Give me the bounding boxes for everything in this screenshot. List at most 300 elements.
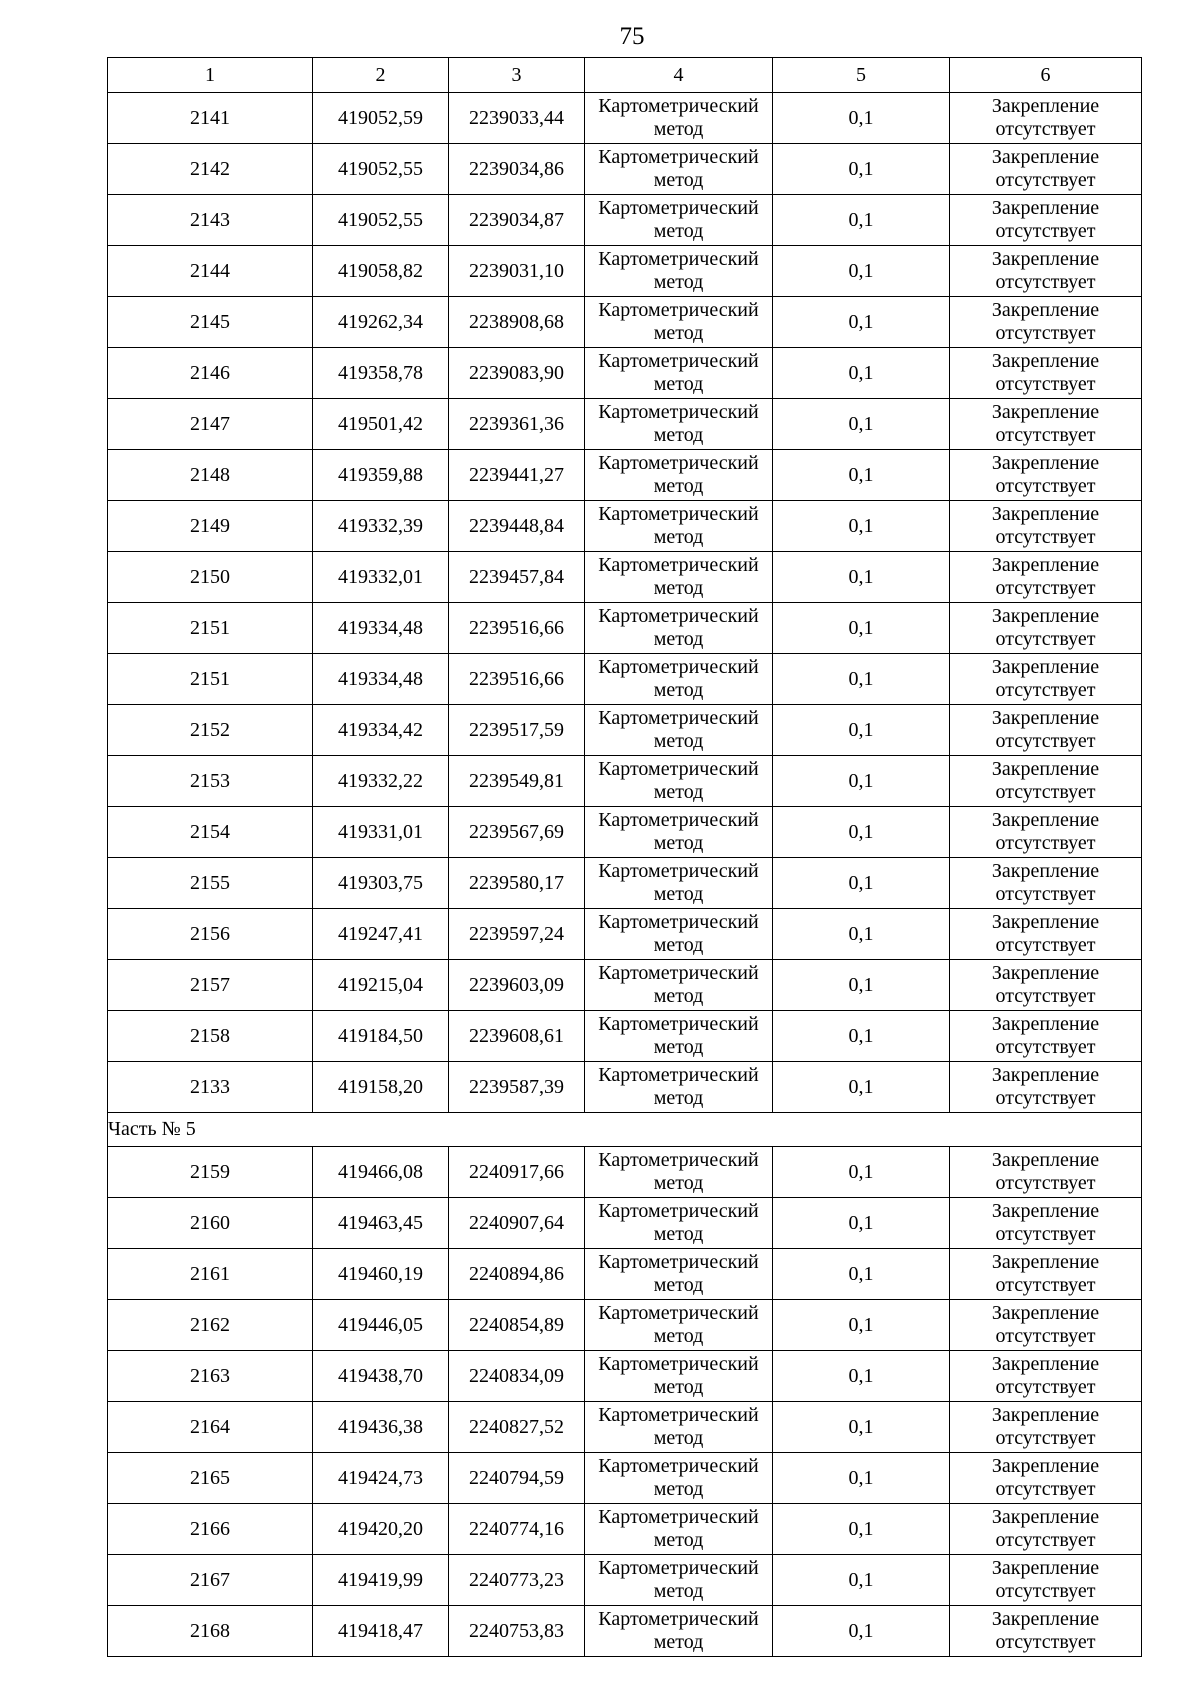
table-row <box>108 960 1142 1011</box>
method-cell-line: метод <box>653 1478 704 1500</box>
x-coordinate-cell: 419460,19 <box>313 1249 449 1300</box>
method-cell-line: Картометрический <box>598 860 759 882</box>
fixing-cell-line: Закрепление <box>991 1404 1100 1426</box>
y-coordinate-cell: 2240753,83 <box>449 1606 585 1657</box>
method-cell-line: Картометрический <box>598 758 759 780</box>
x-coordinate-cell: 419332,22 <box>313 756 449 807</box>
fixing-cell <box>950 654 1142 705</box>
fixing-cell <box>950 1504 1142 1555</box>
fixing-cell-line: Закрепление <box>991 503 1100 525</box>
fixing-cell-line: Закрепление <box>991 401 1100 423</box>
method-cell <box>585 1351 773 1402</box>
fixing-cell <box>950 807 1142 858</box>
accuracy-cell: 0,1 <box>773 1147 950 1198</box>
accuracy-cell: 0,1 <box>773 1198 950 1249</box>
table-body <box>108 58 1142 1657</box>
fixing-cell <box>950 93 1142 144</box>
accuracy-cell: 0,1 <box>773 399 950 450</box>
accuracy-cell: 0,1 <box>773 1011 950 1062</box>
y-coordinate-cell: 2239083,90 <box>449 348 585 399</box>
coordinates-table <box>107 57 1142 1657</box>
column-header: 5 <box>773 58 950 93</box>
accuracy-cell: 0,1 <box>773 1555 950 1606</box>
table-row <box>108 1147 1142 1198</box>
table-row <box>108 1555 1142 1606</box>
x-coordinate-cell: 419262,34 <box>313 297 449 348</box>
table-row <box>108 756 1142 807</box>
y-coordinate-cell: 2239516,66 <box>449 603 585 654</box>
fixing-cell-line: Закрепление <box>991 1506 1100 1528</box>
method-cell <box>585 93 773 144</box>
x-coordinate-cell: 419501,42 <box>313 399 449 450</box>
fixing-cell <box>950 195 1142 246</box>
accuracy-cell: 0,1 <box>773 1300 950 1351</box>
y-coordinate-cell: 2240774,16 <box>449 1504 585 1555</box>
method-cell-line: Картометрический <box>598 554 759 576</box>
fixing-cell <box>950 450 1142 501</box>
table-row <box>108 348 1142 399</box>
point-number-cell: 2160 <box>108 1198 313 1249</box>
x-coordinate-cell: 419334,42 <box>313 705 449 756</box>
method-cell-line: Картометрический <box>598 1557 759 1579</box>
method-cell-line: метод <box>653 1529 704 1551</box>
y-coordinate-cell: 2239587,39 <box>449 1062 585 1113</box>
fixing-cell-line: отсутствует <box>995 424 1096 446</box>
y-coordinate-cell: 2239457,84 <box>449 552 585 603</box>
method-cell <box>585 1249 773 1300</box>
method-cell <box>585 756 773 807</box>
section-row <box>108 1113 1142 1147</box>
accuracy-cell: 0,1 <box>773 1249 950 1300</box>
method-cell-line: Картометрический <box>598 248 759 270</box>
x-coordinate-cell: 419334,48 <box>313 654 449 705</box>
accuracy-cell: 0,1 <box>773 144 950 195</box>
y-coordinate-cell: 2239448,84 <box>449 501 585 552</box>
point-number-cell: 2158 <box>108 1011 313 1062</box>
accuracy-cell: 0,1 <box>773 195 950 246</box>
point-number-cell: 2148 <box>108 450 313 501</box>
fixing-cell <box>950 501 1142 552</box>
point-number-cell: 2161 <box>108 1249 313 1300</box>
fixing-cell-line: отсутствует <box>995 1580 1096 1602</box>
fixing-cell-line: отсутствует <box>995 985 1096 1007</box>
accuracy-cell: 0,1 <box>773 246 950 297</box>
fixing-cell-line: отсутствует <box>995 883 1096 905</box>
accuracy-cell: 0,1 <box>773 960 950 1011</box>
x-coordinate-cell: 419332,39 <box>313 501 449 552</box>
fixing-cell-line: отсутствует <box>995 322 1096 344</box>
table-row <box>108 450 1142 501</box>
method-cell <box>585 960 773 1011</box>
point-number-cell: 2147 <box>108 399 313 450</box>
method-cell-line: Картометрический <box>598 197 759 219</box>
fixing-cell-line: отсутствует <box>995 1631 1096 1653</box>
fixing-cell <box>950 705 1142 756</box>
table-row <box>108 603 1142 654</box>
y-coordinate-cell: 2240907,64 <box>449 1198 585 1249</box>
table-row <box>108 501 1142 552</box>
method-cell-line: метод <box>653 118 704 140</box>
method-cell-line: метод <box>653 628 704 650</box>
fixing-cell <box>950 1249 1142 1300</box>
method-cell-line: Картометрический <box>598 146 759 168</box>
fixing-cell-line: Закрепление <box>991 656 1100 678</box>
method-cell-line: метод <box>653 1631 704 1653</box>
method-cell-line: Картометрический <box>598 1608 759 1630</box>
y-coordinate-cell: 2239034,86 <box>449 144 585 195</box>
point-number-cell: 2165 <box>108 1453 313 1504</box>
x-coordinate-cell: 419052,55 <box>313 144 449 195</box>
method-cell <box>585 501 773 552</box>
fixing-cell-line: Закрепление <box>991 350 1100 372</box>
accuracy-cell: 0,1 <box>773 1062 950 1113</box>
fixing-cell-line: Закрепление <box>991 707 1100 729</box>
method-cell-line: Картометрический <box>598 1404 759 1426</box>
fixing-cell-line: Закрепление <box>991 95 1100 117</box>
y-coordinate-cell: 2239597,24 <box>449 909 585 960</box>
fixing-cell-line: Закрепление <box>991 1455 1100 1477</box>
method-cell-line: Картометрический <box>598 656 759 678</box>
fixing-cell-line: отсутствует <box>995 271 1096 293</box>
fixing-cell <box>950 552 1142 603</box>
table-row <box>108 297 1142 348</box>
point-number-cell: 2166 <box>108 1504 313 1555</box>
accuracy-cell: 0,1 <box>773 1453 950 1504</box>
fixing-cell-line: отсутствует <box>995 475 1096 497</box>
point-number-cell: 2153 <box>108 756 313 807</box>
method-cell-line: метод <box>653 934 704 956</box>
fixing-cell <box>950 348 1142 399</box>
column-header: 1 <box>108 58 313 93</box>
method-cell <box>585 1011 773 1062</box>
method-cell <box>585 450 773 501</box>
y-coordinate-cell: 2239580,17 <box>449 858 585 909</box>
method-cell-line: Картометрический <box>598 1200 759 1222</box>
x-coordinate-cell: 419215,04 <box>313 960 449 1011</box>
x-coordinate-cell: 419052,59 <box>313 93 449 144</box>
method-cell-line: метод <box>653 322 704 344</box>
method-cell-line: метод <box>653 424 704 446</box>
method-cell <box>585 552 773 603</box>
table-row <box>108 195 1142 246</box>
fixing-cell <box>950 909 1142 960</box>
point-number-cell: 2162 <box>108 1300 313 1351</box>
point-number-cell: 2144 <box>108 246 313 297</box>
method-cell-line: метод <box>653 220 704 242</box>
method-cell <box>585 144 773 195</box>
method-cell <box>585 1453 773 1504</box>
method-cell <box>585 1300 773 1351</box>
y-coordinate-cell: 2238908,68 <box>449 297 585 348</box>
fixing-cell-line: Закрепление <box>991 1353 1100 1375</box>
x-coordinate-cell: 419303,75 <box>313 858 449 909</box>
accuracy-cell: 0,1 <box>773 348 950 399</box>
accuracy-cell: 0,1 <box>773 297 950 348</box>
fixing-cell-line: отсутствует <box>995 1529 1096 1551</box>
x-coordinate-cell: 419438,70 <box>313 1351 449 1402</box>
fixing-cell-line: отсутствует <box>995 1274 1096 1296</box>
fixing-cell-line: Закрепление <box>991 1251 1100 1273</box>
fixing-cell-line: отсутствует <box>995 1223 1096 1245</box>
fixing-cell-line: Закрепление <box>991 758 1100 780</box>
method-cell-line: Картометрический <box>598 707 759 729</box>
table-row <box>108 909 1142 960</box>
x-coordinate-cell: 419332,01 <box>313 552 449 603</box>
point-number-cell: 2155 <box>108 858 313 909</box>
method-cell-line: метод <box>653 730 704 752</box>
point-number-cell: 2154 <box>108 807 313 858</box>
method-cell-line: Картометрический <box>598 1013 759 1035</box>
fixing-cell-line: Закрепление <box>991 1149 1100 1171</box>
accuracy-cell: 0,1 <box>773 1504 950 1555</box>
y-coordinate-cell: 2239034,87 <box>449 195 585 246</box>
method-cell <box>585 1402 773 1453</box>
accuracy-cell: 0,1 <box>773 552 950 603</box>
method-cell-line: Картометрический <box>598 1302 759 1324</box>
method-cell-line: метод <box>653 1427 704 1449</box>
x-coordinate-cell: 419424,73 <box>313 1453 449 1504</box>
accuracy-cell: 0,1 <box>773 501 950 552</box>
fixing-cell <box>950 399 1142 450</box>
method-cell <box>585 246 773 297</box>
fixing-cell <box>950 1351 1142 1402</box>
method-cell-line: метод <box>653 883 704 905</box>
method-cell-line: метод <box>653 373 704 395</box>
fixing-cell-line: отсутствует <box>995 526 1096 548</box>
method-cell-line: метод <box>653 1325 704 1347</box>
x-coordinate-cell: 419052,55 <box>313 195 449 246</box>
fixing-cell-line: отсутствует <box>995 373 1096 395</box>
method-cell-line: Картометрический <box>598 605 759 627</box>
fixing-cell-line: Закрепление <box>991 860 1100 882</box>
y-coordinate-cell: 2240917,66 <box>449 1147 585 1198</box>
point-number-cell: 2151 <box>108 603 313 654</box>
point-number-cell: 2151 <box>108 654 313 705</box>
y-coordinate-cell: 2239361,36 <box>449 399 585 450</box>
method-cell-line: Картометрический <box>598 1506 759 1528</box>
fixing-cell-line: отсутствует <box>995 1427 1096 1449</box>
table-row <box>108 1402 1142 1453</box>
method-cell-line: Картометрический <box>598 809 759 831</box>
fixing-cell <box>950 1147 1142 1198</box>
x-coordinate-cell: 419184,50 <box>313 1011 449 1062</box>
fixing-cell-line: отсутствует <box>995 118 1096 140</box>
fixing-cell-line: отсутствует <box>995 628 1096 650</box>
fixing-cell-line: Закрепление <box>991 809 1100 831</box>
y-coordinate-cell: 2239567,69 <box>449 807 585 858</box>
accuracy-cell: 0,1 <box>773 603 950 654</box>
table-row <box>108 1351 1142 1402</box>
point-number-cell: 2156 <box>108 909 313 960</box>
fixing-cell-line: Закрепление <box>991 452 1100 474</box>
method-cell-line: метод <box>653 169 704 191</box>
y-coordinate-cell: 2239441,27 <box>449 450 585 501</box>
method-cell <box>585 1504 773 1555</box>
accuracy-cell: 0,1 <box>773 807 950 858</box>
method-cell-line: метод <box>653 1274 704 1296</box>
fixing-cell-line: Закрепление <box>991 1608 1100 1630</box>
point-number-cell: 2141 <box>108 93 313 144</box>
fixing-cell-line: отсутствует <box>995 781 1096 803</box>
point-number-cell: 2167 <box>108 1555 313 1606</box>
y-coordinate-cell: 2239603,09 <box>449 960 585 1011</box>
method-cell-line: Картометрический <box>598 1149 759 1171</box>
fixing-cell-line: отсутствует <box>995 220 1096 242</box>
method-cell <box>585 195 773 246</box>
point-number-cell: 2142 <box>108 144 313 195</box>
fixing-cell-line: Закрепление <box>991 1302 1100 1324</box>
y-coordinate-cell: 2239516,66 <box>449 654 585 705</box>
point-number-cell: 2145 <box>108 297 313 348</box>
point-number-cell: 2150 <box>108 552 313 603</box>
method-cell <box>585 654 773 705</box>
method-cell-line: метод <box>653 1223 704 1245</box>
x-coordinate-cell: 419158,20 <box>313 1062 449 1113</box>
table-row <box>108 1606 1142 1657</box>
fixing-cell <box>950 144 1142 195</box>
column-header: 2 <box>313 58 449 93</box>
method-cell-line: метод <box>653 1087 704 1109</box>
method-cell-line: метод <box>653 781 704 803</box>
fixing-cell <box>950 858 1142 909</box>
fixing-cell <box>950 1300 1142 1351</box>
fixing-cell <box>950 297 1142 348</box>
method-cell-line: метод <box>653 1376 704 1398</box>
fixing-cell <box>950 1555 1142 1606</box>
method-cell-line: Картометрический <box>598 1251 759 1273</box>
y-coordinate-cell: 2239549,81 <box>449 756 585 807</box>
method-cell-line: Картометрический <box>598 299 759 321</box>
method-cell <box>585 1606 773 1657</box>
accuracy-cell: 0,1 <box>773 93 950 144</box>
section-label: Часть № 5 <box>108 1113 1142 1147</box>
point-number-cell: 2143 <box>108 195 313 246</box>
method-cell-line: Картометрический <box>598 1064 759 1086</box>
y-coordinate-cell: 2239517,59 <box>449 705 585 756</box>
table-row <box>108 93 1142 144</box>
method-cell-line: метод <box>653 679 704 701</box>
method-cell <box>585 1062 773 1113</box>
method-cell-line: Картометрический <box>598 350 759 372</box>
fixing-cell-line: Закрепление <box>991 911 1100 933</box>
fixing-cell <box>950 246 1142 297</box>
fixing-cell-line: Закрепление <box>991 146 1100 168</box>
point-number-cell: 2157 <box>108 960 313 1011</box>
accuracy-cell: 0,1 <box>773 1402 950 1453</box>
table-row <box>108 552 1142 603</box>
method-cell-line: метод <box>653 271 704 293</box>
x-coordinate-cell: 419359,88 <box>313 450 449 501</box>
x-coordinate-cell: 419358,78 <box>313 348 449 399</box>
fixing-cell <box>950 1062 1142 1113</box>
fixing-cell-line: Закрепление <box>991 1013 1100 1035</box>
x-coordinate-cell: 419058,82 <box>313 246 449 297</box>
method-cell-line: метод <box>653 985 704 1007</box>
method-cell <box>585 705 773 756</box>
y-coordinate-cell: 2240773,23 <box>449 1555 585 1606</box>
method-cell-line: метод <box>653 1036 704 1058</box>
fixing-cell-line: отсутствует <box>995 730 1096 752</box>
x-coordinate-cell: 419247,41 <box>313 909 449 960</box>
x-coordinate-cell: 419446,05 <box>313 1300 449 1351</box>
method-cell <box>585 909 773 960</box>
method-cell-line: Картометрический <box>598 503 759 525</box>
fixing-cell <box>950 1011 1142 1062</box>
accuracy-cell: 0,1 <box>773 450 950 501</box>
method-cell-line: Картометрический <box>598 911 759 933</box>
point-number-cell: 2146 <box>108 348 313 399</box>
fixing-cell <box>950 1606 1142 1657</box>
method-cell-line: Картометрический <box>598 401 759 423</box>
fixing-cell <box>950 1453 1142 1504</box>
accuracy-cell: 0,1 <box>773 1606 950 1657</box>
fixing-cell-line: отсутствует <box>995 1376 1096 1398</box>
method-cell <box>585 858 773 909</box>
method-cell-line: метод <box>653 1172 704 1194</box>
table-row <box>108 705 1142 756</box>
fixing-cell <box>950 960 1142 1011</box>
y-coordinate-cell: 2239033,44 <box>449 93 585 144</box>
x-coordinate-cell: 419331,01 <box>313 807 449 858</box>
method-cell-line: метод <box>653 832 704 854</box>
method-cell-line: Картометрический <box>598 95 759 117</box>
accuracy-cell: 0,1 <box>773 909 950 960</box>
fixing-cell-line: Закрепление <box>991 1557 1100 1579</box>
x-coordinate-cell: 419466,08 <box>313 1147 449 1198</box>
y-coordinate-cell: 2240827,52 <box>449 1402 585 1453</box>
point-number-cell: 2133 <box>108 1062 313 1113</box>
point-number-cell: 2168 <box>108 1606 313 1657</box>
fixing-cell-line: отсутствует <box>995 1325 1096 1347</box>
table-row <box>108 246 1142 297</box>
method-cell-line: метод <box>653 475 704 497</box>
accuracy-cell: 0,1 <box>773 756 950 807</box>
fixing-cell-line: Закрепление <box>991 962 1100 984</box>
method-cell-line: Картометрический <box>598 1455 759 1477</box>
fixing-cell-line: Закрепление <box>991 197 1100 219</box>
fixing-cell-line: отсутствует <box>995 679 1096 701</box>
method-cell <box>585 603 773 654</box>
fixing-cell-line: Закрепление <box>991 1200 1100 1222</box>
fixing-cell-line: отсутствует <box>995 832 1096 854</box>
column-header: 6 <box>950 58 1142 93</box>
page-number: 75 <box>619 23 645 50</box>
y-coordinate-cell: 2240854,89 <box>449 1300 585 1351</box>
fixing-cell-line: Закрепление <box>991 605 1100 627</box>
fixing-cell <box>950 756 1142 807</box>
y-coordinate-cell: 2240834,09 <box>449 1351 585 1402</box>
table-row <box>108 1504 1142 1555</box>
table-row <box>108 1249 1142 1300</box>
table-row <box>108 1300 1142 1351</box>
fixing-cell <box>950 603 1142 654</box>
fixing-cell-line: Закрепление <box>991 554 1100 576</box>
point-number-cell: 2163 <box>108 1351 313 1402</box>
method-cell-line: Картометрический <box>598 1353 759 1375</box>
point-number-cell: 2149 <box>108 501 313 552</box>
fixing-cell <box>950 1198 1142 1249</box>
x-coordinate-cell: 419418,47 <box>313 1606 449 1657</box>
table-row <box>108 1453 1142 1504</box>
fixing-cell-line: Закрепление <box>991 1064 1100 1086</box>
method-cell-line: метод <box>653 577 704 599</box>
fixing-cell-line: отсутствует <box>995 1036 1096 1058</box>
x-coordinate-cell: 419334,48 <box>313 603 449 654</box>
point-number-cell: 2164 <box>108 1402 313 1453</box>
y-coordinate-cell: 2240794,59 <box>449 1453 585 1504</box>
table-row <box>108 1198 1142 1249</box>
method-cell <box>585 297 773 348</box>
